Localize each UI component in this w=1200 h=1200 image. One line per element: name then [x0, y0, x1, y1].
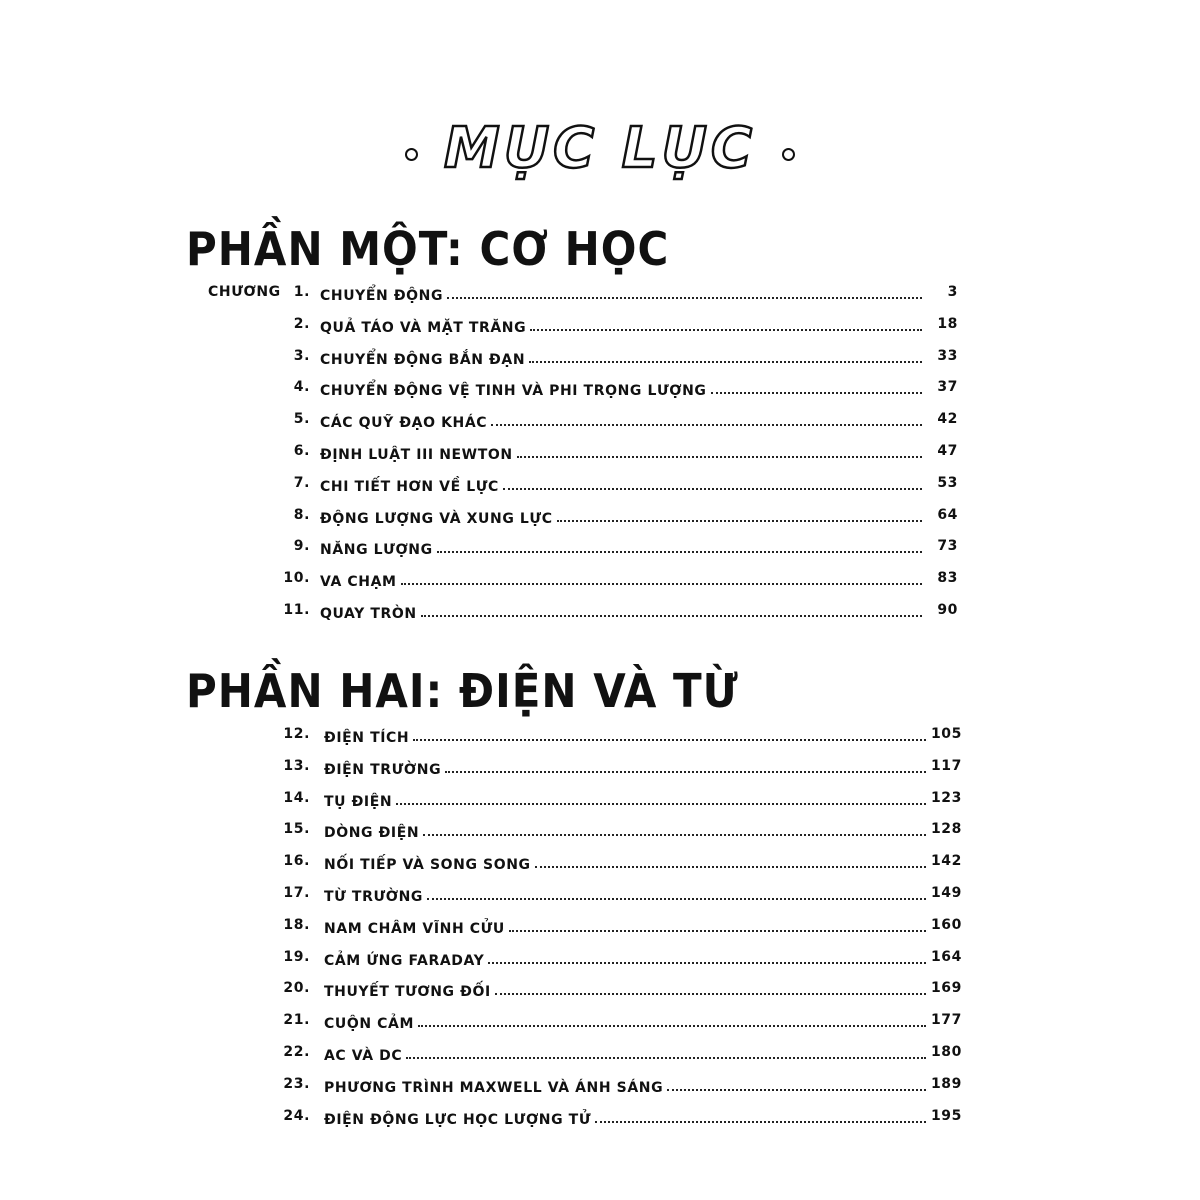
chapter-number: 10.	[283, 570, 310, 587]
chapter-title: CHUYỂN ĐỘNG VỆ TINH VÀ PHI TRỌNG LƯỢNG	[320, 383, 707, 400]
page-number: 177	[930, 1012, 962, 1029]
section-heading-part-one: PHẦN MỘT: CƠ HỌC	[186, 222, 670, 276]
dot-leader	[437, 551, 922, 553]
toc-entry	[0, 1074, 1200, 1100]
toc-leader	[320, 346, 924, 368]
toc-leader	[324, 788, 928, 810]
chapter-title: ĐỊNH LUẬT III NEWTON	[320, 447, 513, 463]
dot-leader	[491, 424, 922, 426]
dot-leader	[557, 520, 922, 522]
dot-leader	[401, 583, 922, 585]
chapter-number: 7.	[293, 474, 310, 491]
dot-leader	[488, 962, 926, 964]
dot-leader	[667, 1089, 926, 1091]
chapter-number: 16.	[283, 853, 310, 870]
toc-leader	[324, 915, 928, 937]
chapter-title: THUYẾT TƯƠNG ĐỐI	[324, 984, 491, 1001]
page-number: 90	[937, 602, 958, 618]
chapter-title: ĐIỆN TRƯỜNG	[324, 761, 442, 778]
section-heading-part-two: PHẦN HAI: ĐIỆN VÀ TỪ	[186, 664, 739, 718]
dot-leader	[495, 993, 926, 995]
chapter-number: 19.	[283, 948, 310, 965]
chapter-title: QUẢ TÁO VÀ MẶT TRĂNG	[320, 319, 527, 336]
chapter-number: 2.	[293, 315, 310, 332]
dot-leader	[711, 392, 922, 394]
chapter-title: AC VÀ DC	[324, 1048, 403, 1064]
toc-entry	[0, 915, 1200, 941]
page-number: 149	[930, 885, 962, 901]
chapter-title: NỐI TIẾP VÀ SONG SONG	[324, 857, 531, 874]
toc-leader	[320, 282, 924, 304]
chapter-title: TỤ ĐIỆN	[324, 793, 393, 810]
chapter-title: CHI TIẾT HƠN VỀ LỰC	[320, 478, 499, 495]
dot-leader	[406, 1057, 926, 1059]
toc-leader	[324, 724, 928, 746]
toc-entry	[0, 1106, 1200, 1132]
toc-leader	[320, 377, 924, 399]
toc-entry	[0, 600, 1200, 626]
toc-leader	[324, 756, 928, 778]
page-number: 123	[930, 789, 962, 806]
dot-leader	[535, 866, 926, 868]
toc-entry	[0, 947, 1200, 973]
chapter-number: 15.	[283, 821, 310, 838]
page-number: 42	[937, 411, 958, 428]
page-number: 105	[930, 726, 962, 742]
dot-leader	[445, 771, 926, 773]
chapter-number: 23.	[283, 1075, 310, 1092]
toc-entry	[0, 1042, 1200, 1068]
chapter-number: 1.	[293, 284, 310, 300]
dot-leader	[530, 329, 922, 331]
toc-leader	[324, 1106, 928, 1128]
toc-entry	[0, 883, 1200, 909]
chapter-title: CUỘN CẢM	[324, 1016, 414, 1033]
toc-leader	[324, 883, 928, 905]
chapter-number: 14.	[283, 789, 310, 806]
chapter-title: CÁC QUỸ ĐẠO KHÁC	[320, 415, 488, 432]
page-number: 117	[930, 757, 962, 774]
page-number: 64	[937, 506, 958, 523]
toc-leader	[324, 1074, 928, 1096]
toc-leader	[324, 978, 928, 1000]
chapter-number: 5.	[293, 411, 310, 428]
chapter-title: TỪ TRƯỜNG	[324, 889, 423, 905]
page-number: 169	[930, 980, 962, 997]
chapter-number: 4.	[293, 379, 310, 396]
toc-leader	[320, 505, 924, 527]
toc-leader	[320, 409, 924, 431]
toc-entry	[0, 505, 1200, 531]
chapter-number: 11.	[283, 602, 310, 618]
toc-entry	[0, 788, 1200, 814]
toc-leader	[320, 473, 924, 495]
dot-leader	[418, 1025, 926, 1027]
toc-entry	[0, 568, 1200, 594]
toc-entry	[0, 978, 1200, 1004]
dot-leader	[396, 803, 926, 805]
chapter-title: CHUYỂN ĐỘNG	[320, 288, 444, 304]
chapter-number: 20.	[283, 980, 310, 997]
chapter-number: 13.	[283, 757, 310, 774]
dot-leader	[509, 930, 926, 932]
toc-entry	[0, 756, 1200, 782]
chapter-title: DÒNG ĐIỆN	[324, 825, 420, 842]
page-number: 73	[937, 538, 958, 555]
toc-entry	[0, 409, 1200, 435]
chapter-title: CẢM ỨNG FARADAY	[324, 952, 485, 969]
toc-leader	[324, 1042, 928, 1064]
page-number: 160	[930, 916, 962, 933]
toc-leader	[320, 314, 924, 336]
chapter-title: NĂNG LƯỢNG	[320, 542, 433, 559]
toc-entry	[0, 377, 1200, 403]
chapter-number: 8.	[293, 506, 310, 523]
page-number: 195	[930, 1107, 962, 1124]
chapter-title: NAM CHÂM VĨNH CỬU	[324, 920, 505, 937]
dot-leader	[517, 456, 922, 458]
page-number: 128	[930, 821, 962, 838]
chapter-title: QUAY TRÒN	[320, 606, 417, 622]
toc-leader	[320, 600, 924, 622]
chapter-number: 21.	[283, 1012, 310, 1029]
chapter-title: VA CHẠM	[320, 574, 397, 591]
dot-leader	[503, 488, 922, 490]
chapter-number: 12.	[283, 726, 310, 742]
page-number: 3	[947, 284, 958, 300]
toc-entry	[0, 819, 1200, 845]
dot-leader	[413, 739, 926, 741]
chapter-number: 3.	[293, 347, 310, 364]
dot-leader	[529, 361, 922, 363]
dot-leader	[447, 297, 922, 299]
page-number: 37	[937, 379, 958, 396]
chapter-title: ĐIỆN TÍCH	[324, 730, 410, 746]
chapter-title: ĐỘNG LƯỢNG VÀ XUNG LỰC	[320, 510, 553, 527]
chapter-title: PHƯƠNG TRÌNH MAXWELL VÀ ÁNH SÁNG	[324, 1079, 664, 1096]
toc-leader	[320, 441, 924, 463]
page-title-text: MỤC LỤC	[443, 115, 757, 181]
toc-leader	[320, 536, 924, 558]
decorative-dot-icon	[782, 148, 795, 161]
chapter-title: CHUYỂN ĐỘNG BẮN ĐẠN	[320, 351, 526, 368]
toc-entry	[0, 724, 1200, 750]
chapter-number: 22.	[283, 1044, 310, 1060]
page-number: 180	[930, 1044, 962, 1060]
toc-entry	[0, 346, 1200, 372]
chapter-number: 17.	[283, 885, 310, 901]
dot-leader	[427, 898, 926, 900]
chapter-number: 9.	[293, 538, 310, 555]
chapter-number: 24.	[283, 1107, 310, 1124]
page-number: 83	[937, 570, 958, 587]
toc-entry	[0, 473, 1200, 499]
dot-leader	[421, 615, 922, 617]
page-number: 189	[930, 1075, 962, 1092]
toc-entry	[0, 536, 1200, 562]
decorative-dot-icon	[405, 148, 418, 161]
page-title	[0, 108, 1200, 188]
page-number: 142	[930, 853, 962, 870]
toc-leader	[320, 568, 924, 590]
page-number: 164	[930, 948, 962, 965]
chapter-prefix-label: CHƯƠNG	[208, 284, 281, 300]
toc-leader	[324, 947, 928, 969]
dot-leader	[595, 1121, 926, 1123]
page-number: 47	[937, 443, 958, 459]
toc-entry	[0, 851, 1200, 877]
toc-entry	[0, 441, 1200, 467]
page-number: 33	[937, 347, 958, 364]
toc-entry	[0, 314, 1200, 340]
toc-leader	[324, 819, 928, 841]
toc-leader	[324, 851, 928, 873]
dot-leader	[423, 834, 926, 836]
chapter-number: 18.	[283, 916, 310, 933]
toc-leader	[324, 1010, 928, 1032]
toc-entry	[0, 1010, 1200, 1036]
chapter-title: ĐIỆN ĐỘNG LỰC HỌC LƯỢNG TỬ	[324, 1111, 592, 1128]
page-number: 53	[937, 474, 958, 491]
toc-entry	[0, 282, 1200, 308]
page-number: 18	[937, 315, 958, 332]
chapter-number: 6.	[293, 443, 310, 459]
